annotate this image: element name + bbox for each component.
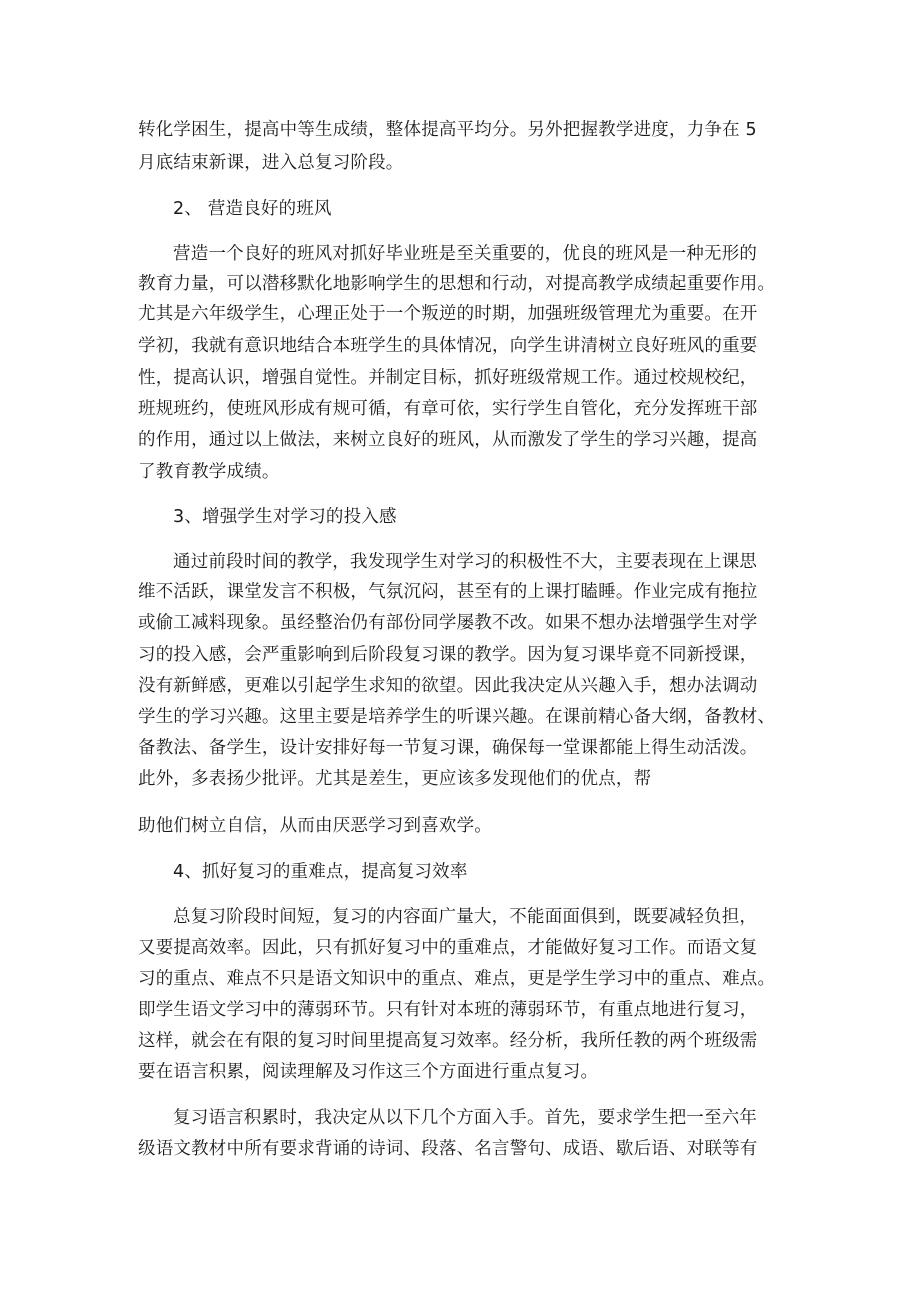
- text-line: 没有新鲜感，更难以引起学生求知的欲望。因此我决定从兴趣入手，想办法调动: [138, 676, 758, 696]
- text-line: 要在语言积累，阅读理解及习作这三个方面进行重点复习。: [138, 1062, 599, 1082]
- section-heading: 3、增强学生对学习的投入感: [173, 507, 397, 527]
- text-line: 性，提高认识，增强自觉性。并制定目标，抓好班级常规工作。通过校规校纪，: [138, 368, 758, 388]
- text-line: 又要提高效率。因此，只有抓好复习中的重难点，才能做好复习工作。而语文复: [138, 938, 758, 958]
- text-line: 习的重点、难点不只是语文知识中的重点、难点，更是学生学习中的重点、难点。: [138, 969, 776, 989]
- text-line: 备教法、备学生，设计安排好每一节复习课，确保每一堂课都能上得生动活泼。: [138, 738, 758, 758]
- text-line: 学初，我就有意识地结合本班学生的具体情况，向学生讲清树立良好班风的重要: [138, 336, 758, 356]
- text-line: 了教育教学成绩。: [138, 462, 280, 482]
- text-line: 复习语言积累时，我决定从以下几个方面入手。首先，要求学生把一至六年: [173, 1108, 758, 1128]
- section-heading: 2、 营造良好的班风: [173, 199, 332, 219]
- text-line: 月底结束新课，进入总复习阶段。: [138, 153, 404, 173]
- text-line: 尤其是六年级学生，心理正处于一个叛逆的时期，加强班级管理尤为重要。在开: [138, 304, 758, 324]
- text-line: 教育力量，可以潜移默化地影响学生的思想和行动，对提高教学成绩起重要作用。: [138, 274, 776, 294]
- text-line: 学生的学习兴趣。这里主要是培养学生的听课兴趣。在课前精心备大纲，备教材、: [138, 707, 776, 727]
- text-line: 级语文教材中所有要求背诵的诗词、段落、名言警句、成语、歇后语、对联等有: [138, 1139, 758, 1159]
- text-line: 的作用，通过以上做法，来树立良好的班风，从而激发了学生的学习兴趣，提高: [138, 430, 758, 450]
- text-line: 此外，多表扬少批评。尤其是差生，更应该多发现他们的优点，帮: [138, 769, 652, 789]
- section-heading: 4、抓好复习的重难点，提高复习效率: [173, 862, 468, 882]
- text-line: 总复习阶段时间短，复习的内容面广量大，不能面面俱到，既要减轻负担，: [173, 907, 758, 927]
- text-line: 通过前段时间的教学，我发现学生对学习的积极性不大，主要表现在上课思: [173, 552, 758, 572]
- text-line: 即学生语文学习中的薄弱环节。只有针对本班的薄弱环节，有重点地进行复习，: [138, 1000, 758, 1020]
- text-line: 营造一个良好的班风对抓好毕业班是至关重要的，优良的班风是一种无形的: [173, 244, 758, 264]
- text-line: 助他们树立自信，从而由厌恶学习到喜欢学。: [138, 816, 492, 836]
- text-line: 这样，就会在有限的复习时间里提高复习效率。经分析，我所任教的两个班级需: [138, 1031, 758, 1051]
- text-line: 班规班约，使班风形成有规可循，有章可依，实行学生自管化，充分发挥班干部: [138, 399, 758, 419]
- text-line: 转化学困生，提高中等生成绩，整体提高平均分。另外把握教学进度，力争在 5: [138, 120, 757, 140]
- text-line: 或偷工减料现象。虽经整治仍有部份同学屡教不改。如果不想办法增强学生对学: [138, 613, 758, 633]
- text-line: 维不活跃，课堂发言不积极，气氛沉闷，甚至有的上课打瞌睡。作业完成有拖拉: [138, 582, 758, 602]
- text-line: 习的投入感，会严重影响到后阶段复习课的教学。因为复习课毕竟不同新授课，: [138, 645, 758, 665]
